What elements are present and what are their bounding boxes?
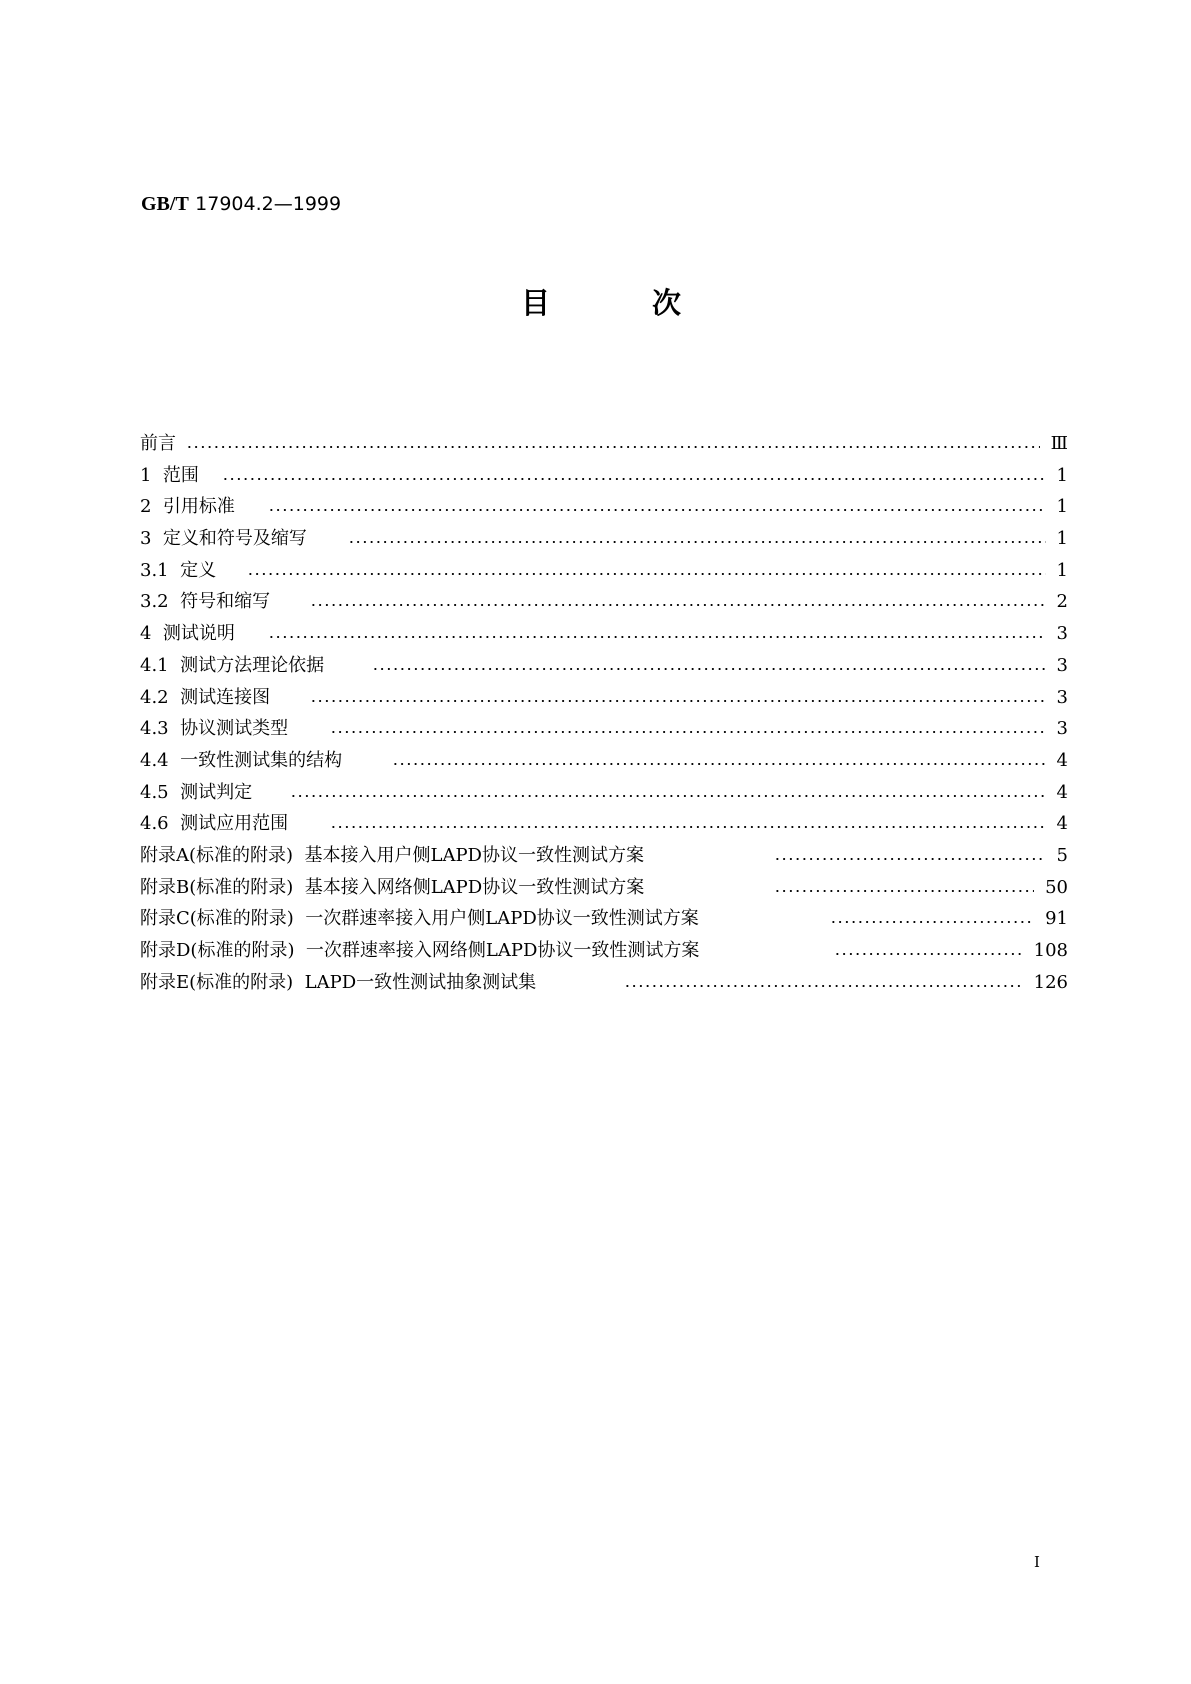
toc-entry-3[interactable] (140, 523, 1068, 555)
toc-entry-4-3[interactable] (140, 713, 1068, 745)
toc-entry-annex-b[interactable] (140, 872, 1068, 904)
toc-entry-page: 1 (1056, 496, 1068, 518)
toc-leader-dots (247, 572, 1046, 576)
toc-entry-label: 4.2 测试连接图 (140, 682, 276, 714)
toc-leader-dots (774, 889, 1034, 893)
table-of-contents (140, 428, 1068, 998)
toc-leader-dots (268, 635, 1046, 639)
toc-entry-annex-e[interactable] (140, 967, 1068, 999)
toc-leader-dots (222, 477, 1046, 481)
toc-entry-label: 4.1 测试方法理论依据 (140, 650, 330, 682)
toc-entry-annex-d[interactable] (140, 935, 1068, 967)
standard-number: 17904.2—1999 (195, 193, 342, 215)
toc-entry-label: 2 引用标准 (140, 491, 241, 523)
toc-entry-page: 4 (1056, 813, 1068, 835)
toc-entry-page: 3 (1056, 654, 1068, 676)
footer-page-number: I (1034, 1553, 1040, 1571)
toc-leader-dots (830, 920, 1034, 924)
toc-entry-page: 5 (1056, 844, 1068, 866)
toc-entry-label: 前言 (140, 428, 182, 460)
toc-entry-label: 附录E(标准的附录) LAPD一致性测试抽象测试集 (140, 967, 542, 999)
toc-leader-dots (834, 952, 1024, 956)
toc-entry-page: 50 (1045, 876, 1068, 898)
toc-leader-dots (330, 825, 1046, 829)
toc-entry-foreword[interactable] (140, 428, 1068, 460)
toc-entry-page: 2 (1056, 591, 1068, 613)
toc-entry-label: 4.3 协议测试类型 (140, 713, 294, 745)
toc-leader-dots (330, 730, 1046, 734)
toc-entry-3-2[interactable] (140, 586, 1068, 618)
toc-entry-annex-c[interactable] (140, 903, 1068, 935)
toc-entry-label: 附录A(标准的附录) 基本接入用户侧LAPD协议一致性测试方案 (140, 840, 650, 872)
toc-entry-2[interactable] (140, 491, 1068, 523)
toc-leader-dots (268, 508, 1046, 512)
toc-entry-label: 附录C(标准的附录) 一次群速率接入用户侧LAPD协议一致性测试方案 (140, 903, 705, 935)
toc-leader-dots (290, 794, 1046, 798)
toc-leader-dots (186, 445, 1040, 449)
toc-leader-dots (392, 762, 1046, 766)
toc-entry-label: 4 测试说明 (140, 618, 241, 650)
toc-entry-page: 91 (1045, 908, 1068, 930)
toc-entry-page: 3 (1056, 623, 1068, 645)
toc-leader-dots (310, 699, 1046, 703)
toc-entry-page: Ⅲ (1050, 433, 1068, 454)
toc-entry-page: 4 (1056, 749, 1068, 771)
toc-entry-label: 4.5 测试判定 (140, 777, 258, 809)
toc-entry-annex-a[interactable] (140, 840, 1068, 872)
toc-entry-3-1[interactable] (140, 555, 1068, 587)
toc-entry-page: 1 (1056, 464, 1068, 486)
title-char-2: 次 (651, 286, 681, 320)
toc-entry-label: 3.2 符号和缩写 (140, 586, 276, 618)
toc-entry-label: 附录D(标准的附录) 一次群速率接入网络侧LAPD协议一致性测试方案 (140, 935, 705, 967)
toc-leader-dots (624, 984, 1024, 988)
toc-entry-4-1[interactable] (140, 650, 1068, 682)
title-char-1: 目 (521, 286, 551, 320)
toc-entry-4[interactable] (140, 618, 1068, 650)
toc-leader-dots (774, 857, 1046, 861)
toc-entry-label: 附录B(标准的附录) 基本接入网络侧LAPD协议一致性测试方案 (140, 872, 650, 904)
page-title (521, 283, 681, 323)
toc-entry-4-6[interactable] (140, 808, 1068, 840)
toc-leader-dots (310, 603, 1046, 607)
toc-entry-4-2[interactable] (140, 682, 1068, 714)
toc-entry-page: 3 (1056, 718, 1068, 740)
standard-code (141, 189, 341, 218)
toc-entry-1[interactable] (140, 460, 1068, 492)
toc-entry-4-4[interactable] (140, 745, 1068, 777)
toc-leader-dots (372, 667, 1046, 671)
toc-entry-4-5[interactable] (140, 777, 1068, 809)
toc-entry-label: 1 范围 (140, 460, 205, 492)
standard-prefix: GB/T (141, 193, 189, 215)
toc-leader-dots (348, 540, 1046, 544)
toc-entry-label: 3.1 定义 (140, 555, 222, 587)
toc-entry-page: 1 (1056, 528, 1068, 550)
toc-entry-page: 108 (1033, 940, 1068, 961)
toc-entry-label: 3 定义和符号及缩写 (140, 523, 313, 555)
toc-entry-page: 126 (1033, 971, 1068, 993)
toc-entry-label: 4.6 测试应用范围 (140, 808, 294, 840)
toc-entry-page: 4 (1056, 781, 1068, 803)
toc-entry-page: 3 (1056, 686, 1068, 708)
toc-entry-label: 4.4 一致性测试集的结构 (140, 745, 348, 777)
toc-entry-page: 1 (1056, 559, 1068, 581)
